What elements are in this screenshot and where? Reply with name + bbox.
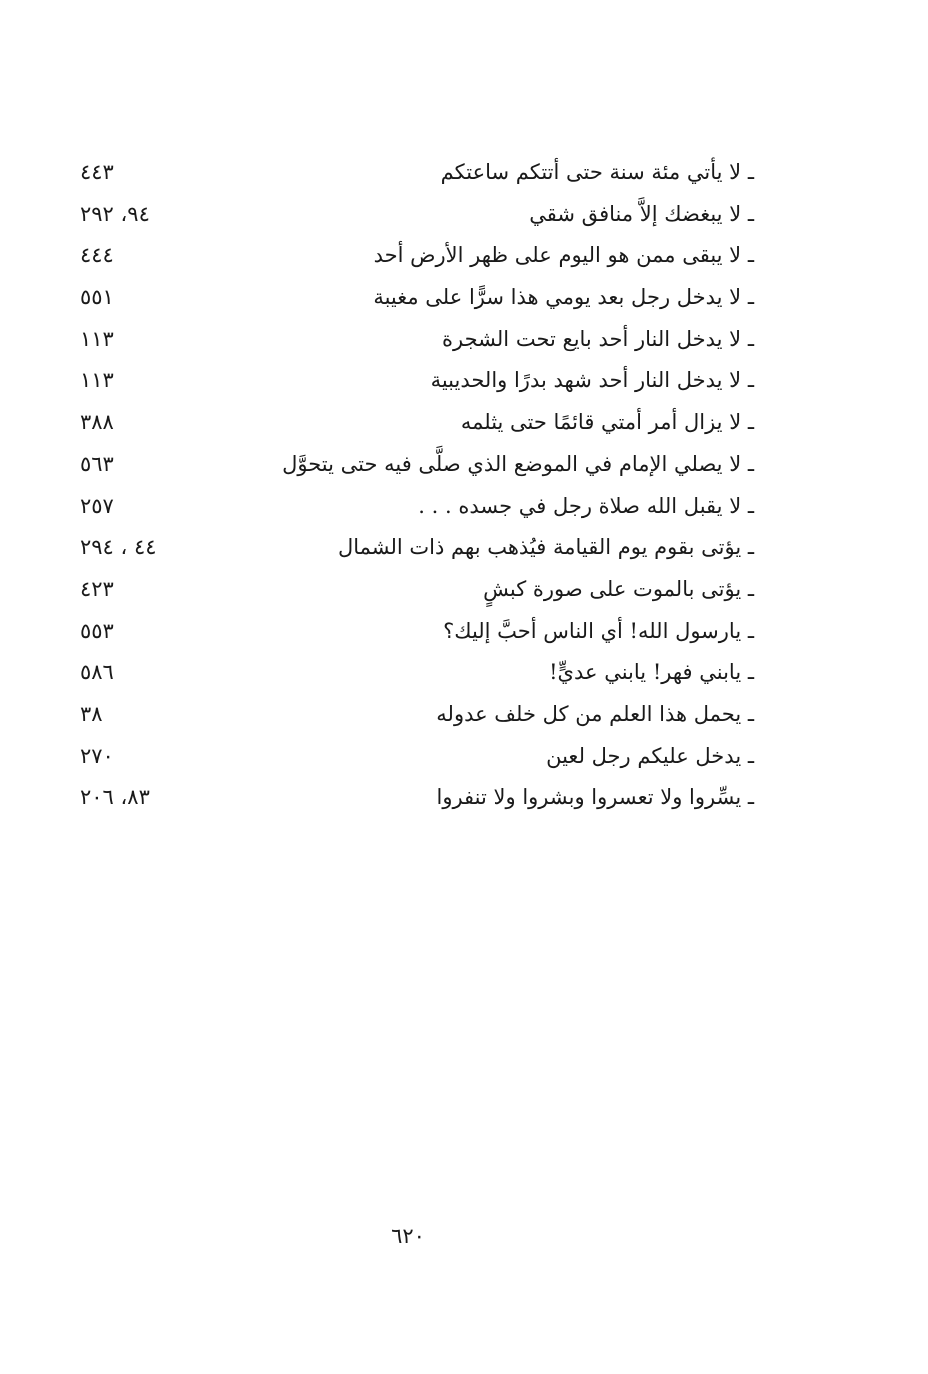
- index-entry: [74, 152, 754, 194]
- entry-page-refs: ٥٥١: [80, 285, 114, 310]
- entry-text: ـ يدخل عليكم رجل لعين: [546, 743, 754, 768]
- index-entry: [74, 694, 754, 736]
- entry-page-refs: ٢٥٧: [80, 493, 114, 518]
- index-entry: [74, 360, 754, 402]
- entry-text: ـ يسِّروا ولا تعسروا وبشروا ولا تنفروا: [436, 785, 754, 810]
- entry-text: ـ لا يزال أمر أمتي قائمًا حتى يثلمه: [460, 410, 754, 435]
- entry-page-refs: ٩٤، ٢٩٢: [80, 201, 150, 226]
- entry-page-refs: ٢٧٠: [80, 743, 114, 768]
- entry-text: ـ لا يقبل الله صلاة رجل في جسده . . .: [418, 493, 754, 518]
- entry-text: ـ يؤتى بقوم يوم القيامة فيُذهب بهم ذات الشمال: [337, 535, 754, 560]
- index-entry: [74, 235, 754, 277]
- index-entry: [74, 777, 754, 819]
- entry-text: ـ يحمل هذا العلم من كل خلف عدوله: [436, 701, 754, 726]
- index-entry: [74, 319, 754, 361]
- entry-page-refs: ٤٤ ، ٢٩٤: [80, 535, 157, 560]
- index-entry: [74, 569, 754, 611]
- entry-text: ـ لا يصلي الإمام في الموضع الذي صلَّى فيه حتى يتحوَّل: [282, 451, 754, 476]
- index-entry: [74, 444, 754, 486]
- entry-page-refs: ٥٨٦: [80, 660, 114, 685]
- index-entry: [74, 194, 754, 236]
- entry-text: ـ لا يدخل النار أحد بايع تحت الشجرة: [442, 326, 754, 351]
- entry-text: ـ يارسول الله! أي الناس أحبَّ إليك؟: [443, 618, 754, 643]
- entry-page-refs: ٣٨: [80, 701, 103, 726]
- index-entry: [74, 277, 754, 319]
- entry-page-refs: ٣٨٨: [80, 410, 114, 435]
- entry-page-refs: ١١٣: [80, 368, 114, 393]
- entry-page-refs: ٥٦٣: [80, 451, 114, 476]
- index-entry: [74, 736, 754, 778]
- page-number: ٦٢٠: [391, 1224, 425, 1248]
- entry-page-refs: ٤٤٤: [80, 243, 114, 268]
- index-entry: [74, 527, 754, 569]
- index-entry: [74, 652, 754, 694]
- index-entry: [74, 402, 754, 444]
- index-entry: [74, 611, 754, 653]
- index-entry: [74, 486, 754, 528]
- entry-text: ـ لا يدخل رجل بعد يومي هذا سرًّا على مغيبة: [373, 285, 754, 310]
- entry-page-refs: ١١٣: [80, 326, 114, 351]
- entry-page-refs: ٤٤٣: [80, 160, 114, 184]
- index-list: [74, 152, 754, 819]
- entry-page-refs: ٥٥٣: [80, 618, 114, 643]
- entry-text: ـ لا يبقى ممن هو اليوم على ظهر الأرض أحد: [373, 243, 754, 268]
- entry-text: ـ يؤتى بالموت على صورة كبشٍ: [483, 576, 754, 601]
- entry-text: ـ لا يأتي مئة سنة حتى أتتكم ساعتكم: [440, 160, 754, 184]
- entry-text: ـ لا يدخل النار أحد شهد بدرًا والحديبية: [430, 368, 754, 393]
- entry-text: ـ لا يبغضك إلاَّ منافق شقي: [529, 201, 754, 226]
- entry-text: ـ يابني فهر! يابني عديٍّ!: [549, 660, 754, 685]
- entry-page-refs: ٨٣، ٢٠٦: [80, 785, 150, 810]
- entry-page-refs: ٤٢٣: [80, 576, 114, 601]
